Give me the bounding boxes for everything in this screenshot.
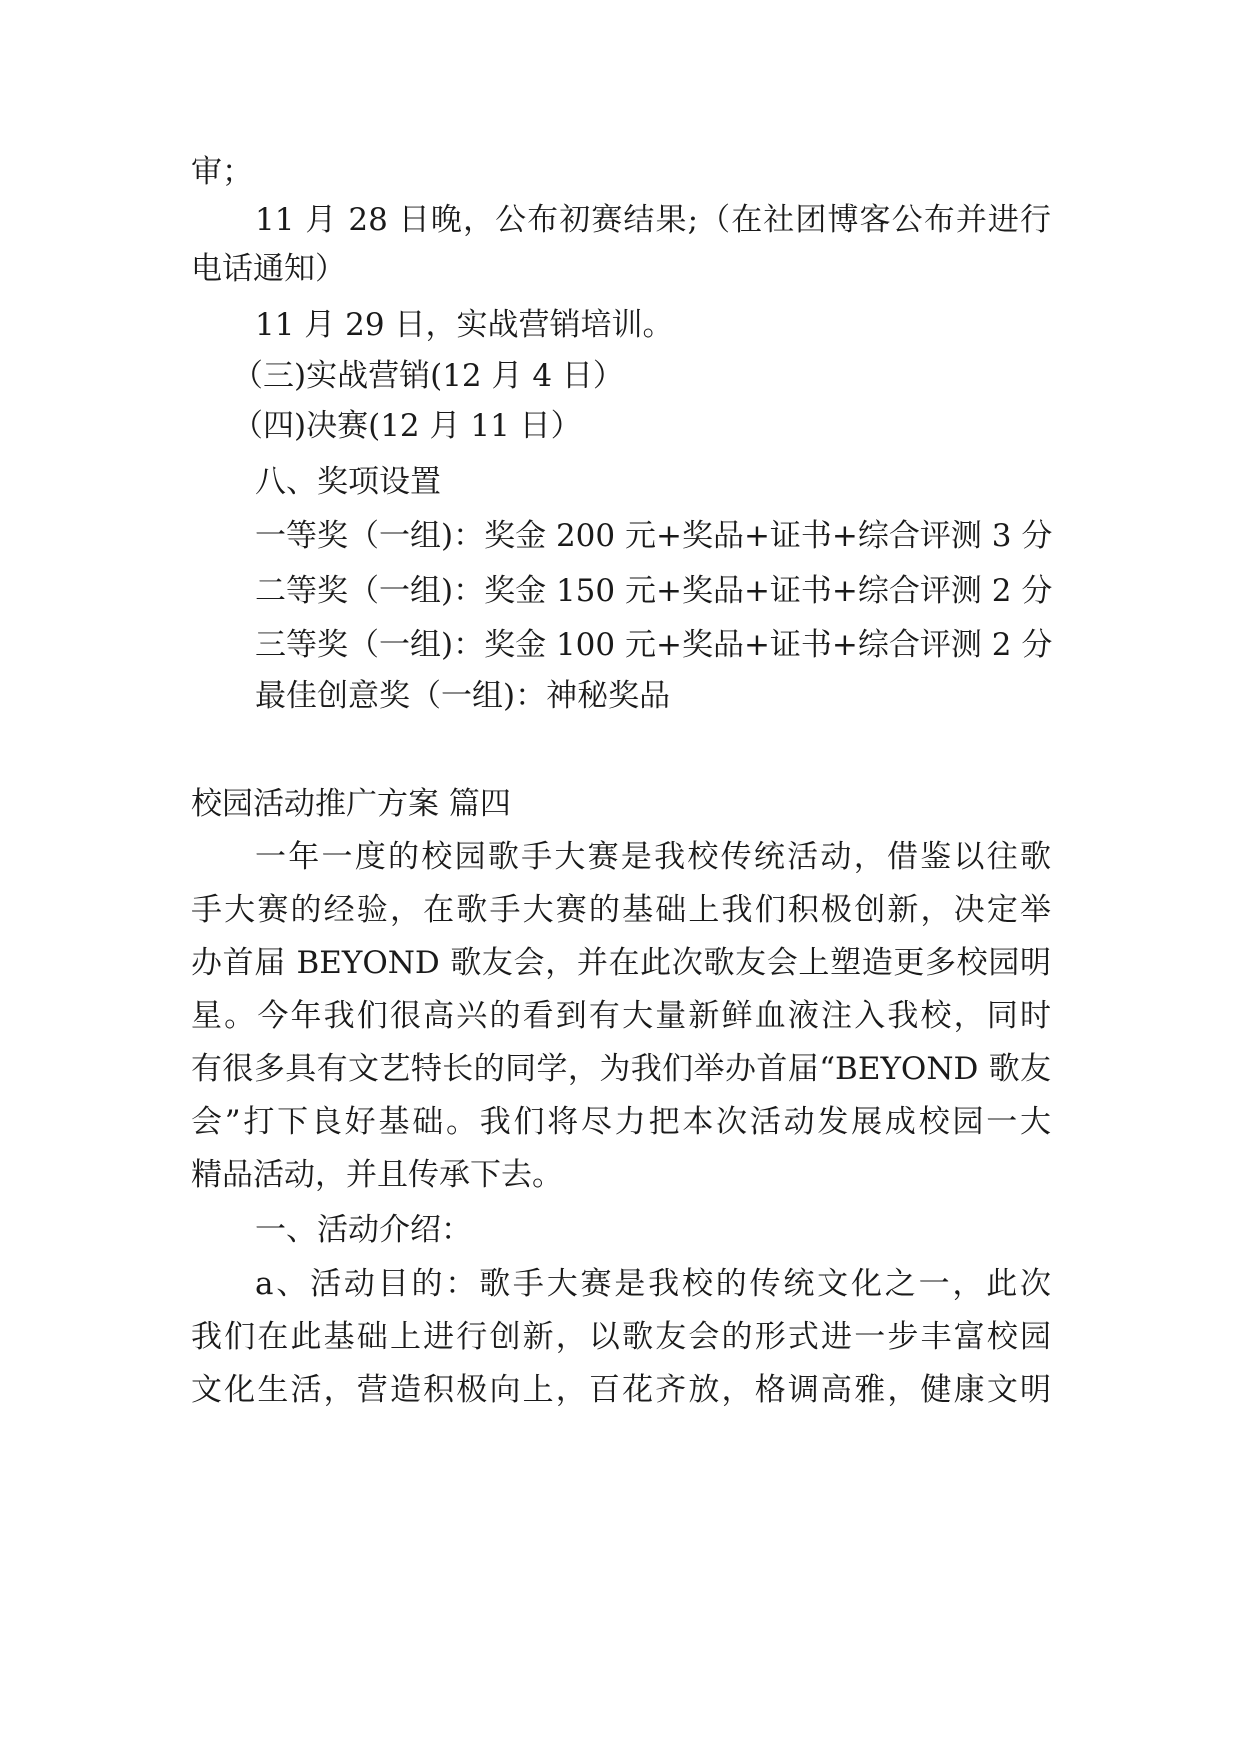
section-title: 校园活动推广方案 篇四 bbox=[191, 786, 511, 822]
award-item: 一等奖（一组)：奖金 200 元+奖品+证书+综合评测 3 分 bbox=[255, 518, 1053, 554]
text-line: 我们在此基础上进行创新，以歌友会的形式进一步丰富校园 bbox=[191, 1319, 1051, 1355]
text-line: a、活动目的：歌手大赛是我校的传统文化之一，此次 bbox=[255, 1266, 1051, 1302]
text-line: 11 月 29 日，实战营销培训。 bbox=[255, 307, 674, 343]
text-line: 会”打下良好基础。我们将尽力把本次活动发展成校园一大 bbox=[191, 1104, 1051, 1140]
text-line: 审； bbox=[191, 154, 253, 190]
section-heading: （三)实战营销(12 月 4 日） bbox=[232, 358, 624, 394]
section-heading: （四)决赛(12 月 11 日） bbox=[232, 408, 582, 444]
text-line: 手大赛的经验，在歌手大赛的基础上我们积极创新，决定举 bbox=[191, 892, 1051, 928]
text-line: 精品活动，并且传承下去。 bbox=[191, 1157, 563, 1193]
text-line: 有很多具有文艺特长的同学，为我们举办首届“BEYOND 歌友 bbox=[191, 1051, 1051, 1087]
text-line: 星。今年我们很高兴的看到有大量新鲜血液注入我校，同时 bbox=[191, 998, 1051, 1034]
section-heading: 八、奖项设置 bbox=[255, 464, 441, 500]
text-line: 办首届 BEYOND 歌友会，并在此次歌友会上塑造更多校园明 bbox=[191, 945, 1051, 981]
text-line: 文化生活，营造积极向上，百花齐放，格调高雅，健康文明 bbox=[191, 1372, 1051, 1408]
text-line: 一年一度的校园歌手大赛是我校传统活动，借鉴以往歌 bbox=[255, 839, 1051, 875]
award-item: 最佳创意奖（一组)：神秘奖品 bbox=[255, 678, 671, 714]
text-line: 电话通知） bbox=[191, 251, 346, 287]
award-item: 三等奖（一组)：奖金 100 元+奖品+证书+综合评测 2 分 bbox=[255, 627, 1053, 663]
section-heading: 一、活动介绍： bbox=[255, 1212, 472, 1248]
text-line: 11 月 28 日晚，公布初赛结果;（在社团博客公布并进行 bbox=[255, 202, 1051, 238]
award-item: 二等奖（一组)：奖金 150 元+奖品+证书+综合评测 2 分 bbox=[255, 573, 1053, 609]
